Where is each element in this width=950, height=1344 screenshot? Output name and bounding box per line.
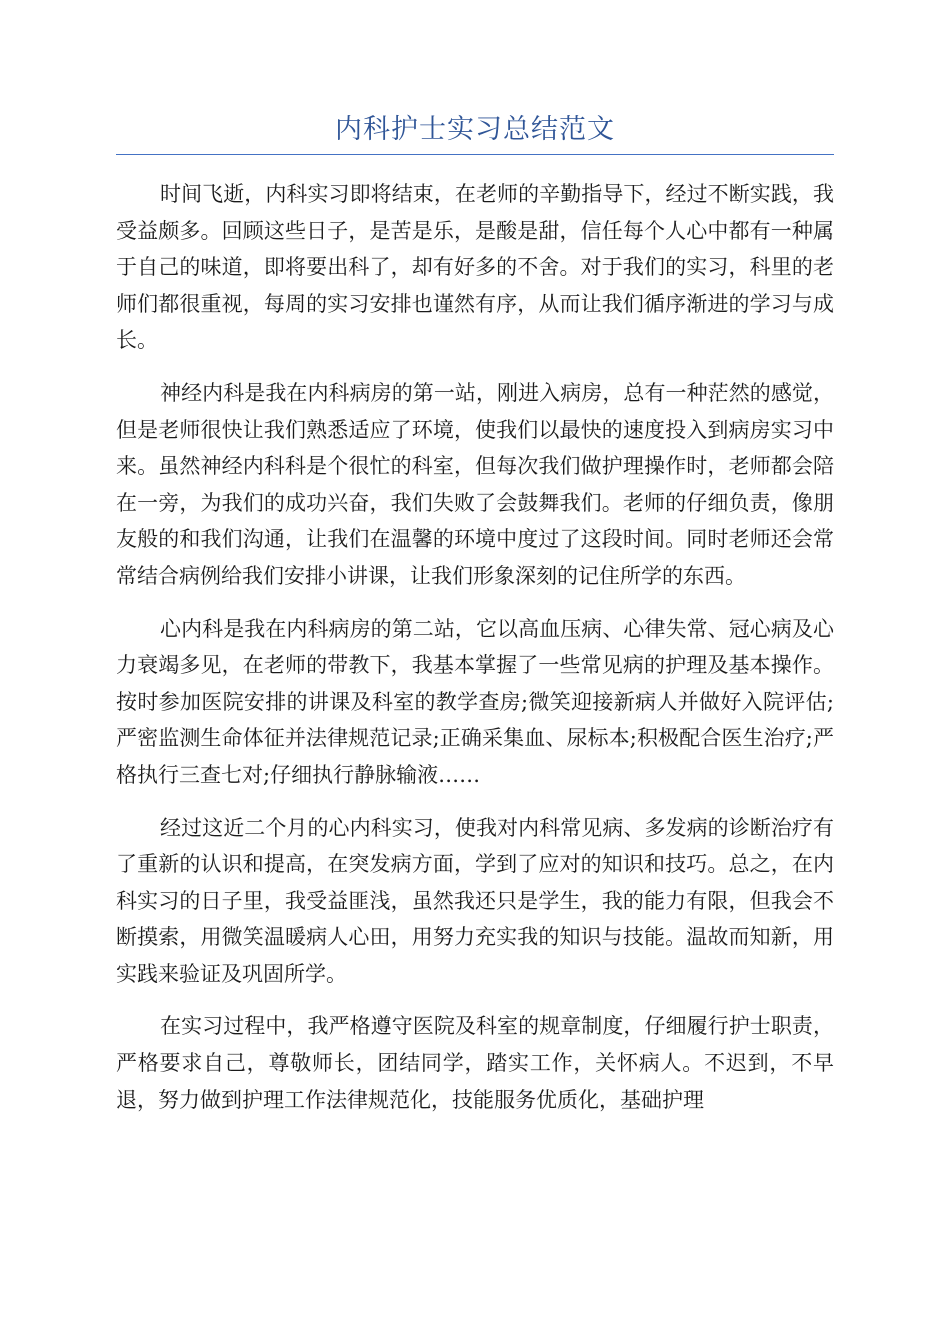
paragraph-5: 在实习过程中，我严格遵守医院及科室的规章制度，仔细履行护士职责，严格要求自己，尊敬师长，团结同学，踏实工作，关怀病人。不迟到，不早退，努力做到护理工作法律规范化，技能服务优质化，基础护理 (116, 1014, 834, 1112)
paragraph-1: 时间飞逝，内科实习即将结束，在老师的辛勤指导下，经过不断实践，我受益颇多。回顾这些日子，是苦是乐，是酸是甜，信任每个人心中都有一种属于自己的味道，即将要出科了，却有好多的不舍。对于我们的实习，科里的老师们都很重视，每周的实习安排也谨然有序，从而让我们循序渐进的学习与成长。 (116, 182, 834, 353)
paragraph-3: 心内科是我在内科病房的第二站，它以高血压病、心律失常、冠心病及心力衰竭多见，在老师的带教下，我基本掌握了一些常见病的护理及基本操作。按时参加医院安排的讲课及科室的教学查房;微笑迎接新病人并做好入院评估;严密监测生命体征并法律规范记录;正确采集血、尿标本;积极配合医生治疗;严格执行三查七对;仔细执行静脉输液…… (116, 616, 834, 787)
paragraph-4: 经过这近二个月的心内科实习，使我对内科常见病、多发病的诊断治疗有了重新的认识和提高，在突发病方面，学到了应对的知识和技巧。总之，在内科实习的日子里，我受益匪浅，虽然我还只是学生，我的能力有限，但我会不断摸索，用微笑温暖病人心田，用努力充实我的知识与技能。温故而知新，用实践来验证及巩固所学。 (116, 815, 834, 986)
document-body (116, 176, 834, 1134)
document-title: 内科护士实习总结范文 (335, 114, 615, 145)
paragraph-2: 神经内科是我在内科病房的第一站，刚进入病房，总有一种茫然的感觉，但是老师很快让我们熟悉适应了环境，使我们以最快的速度投入到病房实习中来。虽然神经内科科是个很忙的科室，但每次我们做护理操作时，老师都会陪在一旁，为我们的成功兴奋，我们失败了会鼓舞我们。老师的仔细负责，像朋友般的和我们沟通，让我们在温馨的环境中度过了这段时间。同时老师还会常常结合病例给我们安排小讲课，让我们形象深刻的记住所学的东西。 (116, 380, 834, 588)
title-underline (116, 154, 834, 155)
